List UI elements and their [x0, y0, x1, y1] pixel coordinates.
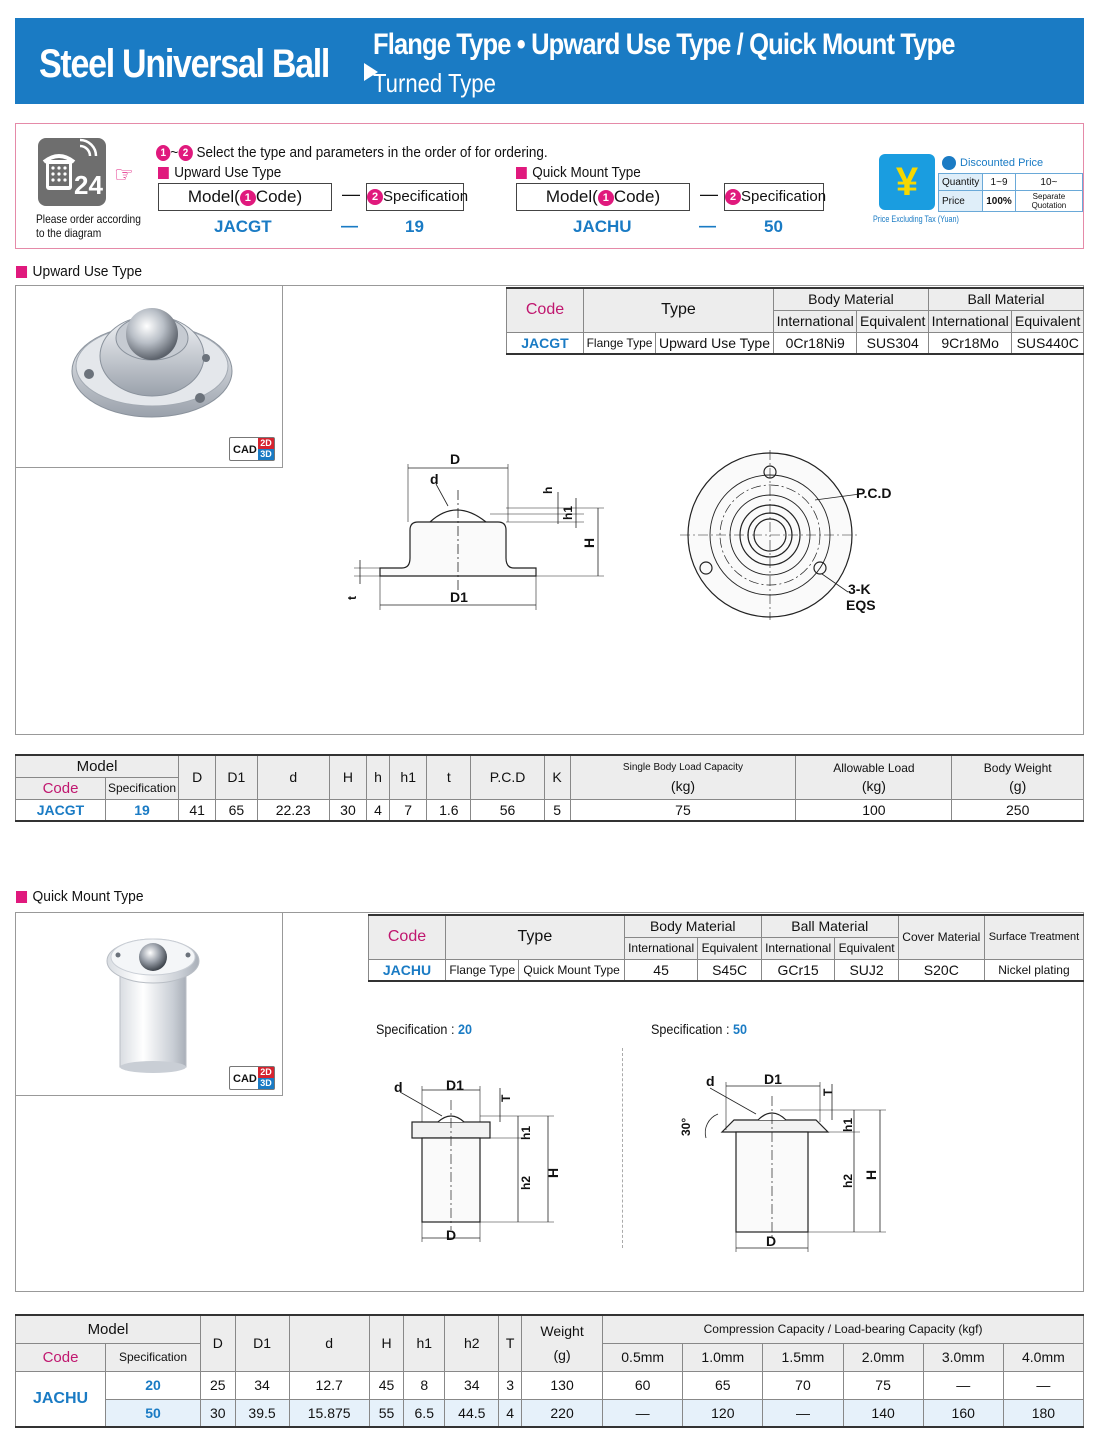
- order-right-code: JACHU: [573, 217, 632, 236]
- upward-material-table: Code Type Body Material Ball Material International Equivalent International Equivalent JACGT Flange Type Upward Use Type 0Cr18Ni9 SUS304 9Cr18Mo SUS440C: [506, 287, 1084, 355]
- phone-24-icon: [38, 138, 106, 206]
- svg-text:D: D: [450, 451, 461, 467]
- svg-text:H: H: [863, 1169, 879, 1180]
- svg-text:h2: h2: [841, 1173, 855, 1188]
- order-left-dash: —: [342, 184, 360, 204]
- ordering-box: [15, 123, 1084, 249]
- yen-icon: ¥: [879, 154, 935, 210]
- upward-side-drawing: [340, 450, 620, 620]
- svg-text:h1: h1: [561, 505, 575, 520]
- order-left-code: JACGT: [214, 217, 272, 236]
- svg-text:h2: h2: [519, 1175, 533, 1190]
- svg-text:EQS: EQS: [846, 597, 876, 613]
- order-right-type: Quick Mount Type: [516, 164, 641, 181]
- cad-badge[interactable]: CAD 2D 3D: [229, 437, 275, 461]
- order-left-dash-2: —: [341, 216, 358, 235]
- page-subtitle-2: Turned Type: [373, 68, 496, 98]
- svg-text:h1: h1: [841, 1117, 855, 1132]
- phone-caption: Please order according to the diagram: [36, 212, 141, 240]
- dot-icon: [942, 156, 956, 170]
- svg-text:H: H: [581, 537, 597, 548]
- svg-text:t: t: [345, 596, 359, 600]
- svg-text:d: d: [430, 471, 439, 487]
- svg-text:D1: D1: [446, 1077, 464, 1093]
- svg-text:d: d: [706, 1073, 715, 1089]
- quick-spec-table: Model D D1 d H h1 h2 T Weight (g) Compression Capacity / Load-bearing Capacity (kgf) Code Specification 0.5mm 1.0mm 1.5mm 2.0mm 3.0mm 4.0mm JACHU 20 25 34 12.7 45 8 34 3 130 60 65 70 75 — — 50 30 39.5 15.875 55 6.5 44.5 4 220 — 120 — 140 160 180: [15, 1314, 1084, 1428]
- order-left-spec: 19: [405, 217, 424, 236]
- cad-badge-quick[interactable]: CAD 2D 3D: [229, 1066, 275, 1090]
- svg-text:D: D: [766, 1233, 777, 1249]
- order-left-model-box: Model( 1 Code): [158, 183, 332, 211]
- price-excluding-tax: Price Excluding Tax (Yuan): [873, 214, 959, 224]
- svg-text:D: D: [446, 1227, 457, 1243]
- pointing-hand-icon: ☞: [114, 162, 134, 187]
- spec50-drawing: [670, 1070, 900, 1260]
- svg-text:d: d: [394, 1079, 403, 1095]
- svg-text:h1: h1: [519, 1125, 533, 1140]
- svg-text:H: H: [545, 1167, 561, 1178]
- order-left-spec-box: 2 Specification: [366, 183, 464, 211]
- section-upward-title: Upward Use Type: [16, 263, 142, 280]
- divider: [622, 1048, 623, 1248]
- order-instruction: 1 ~ 2 Select the type and parameters in the order of for ordering.: [156, 144, 548, 161]
- upward-spec-table: Model D D1 d H h h1 t P.C.D K Single Body Load Capacity (kg) Allowable Load (kg) Body Weight (g) Code Specification JACGT 19 41 65 22.23 30 4 7 1.6 56 5 75 100 250: [15, 754, 1084, 822]
- page-title: Steel Universal Ball: [39, 42, 330, 86]
- svg-text:T: T: [499, 1094, 513, 1102]
- order-left-type: Upward Use Type: [158, 164, 281, 181]
- order-right-spec-box: 2 Specification: [724, 183, 824, 211]
- svg-text:P.C.D: P.C.D: [856, 485, 892, 501]
- svg-text:3-K: 3-K: [848, 581, 871, 597]
- order-right-model-box: Model( 1 Code): [516, 183, 690, 211]
- header-banner: [15, 18, 1084, 104]
- price-table: Quantity 1~9 10~ Price 100% Separate Quotation: [938, 173, 1083, 212]
- order-right-spec: 50: [764, 217, 783, 236]
- upward-top-drawing: [660, 450, 900, 630]
- svg-text:30°: 30°: [679, 1117, 693, 1136]
- order-right-dash: —: [700, 184, 718, 204]
- spec20-drawing: [380, 1070, 580, 1250]
- spec50-label: Specification : 50: [651, 1021, 747, 1037]
- svg-text:h: h: [541, 486, 555, 494]
- section-quick-title: Quick Mount Type: [16, 888, 144, 905]
- quick-material-table: Code Type Body Material Ball Material Cover Material Surface Treatment International Equivalent International Equivalent JACHU Flange Type Quick Mount Type 45 S45C GCr15 SUJ2 S20C Nickel plating: [368, 914, 1084, 982]
- spec20-label: Specification : 20: [376, 1021, 472, 1037]
- svg-text:D1: D1: [764, 1071, 782, 1087]
- svg-text:24: 24: [74, 170, 103, 200]
- svg-text:T: T: [821, 1088, 835, 1096]
- order-right-dash-2: —: [699, 216, 716, 235]
- page-subtitle-1: Flange Type • Upward Use Type / Quick Mount Type: [373, 28, 955, 61]
- svg-text:D1: D1: [450, 589, 468, 605]
- discounted-price-label: Discounted Price: [942, 156, 1043, 170]
